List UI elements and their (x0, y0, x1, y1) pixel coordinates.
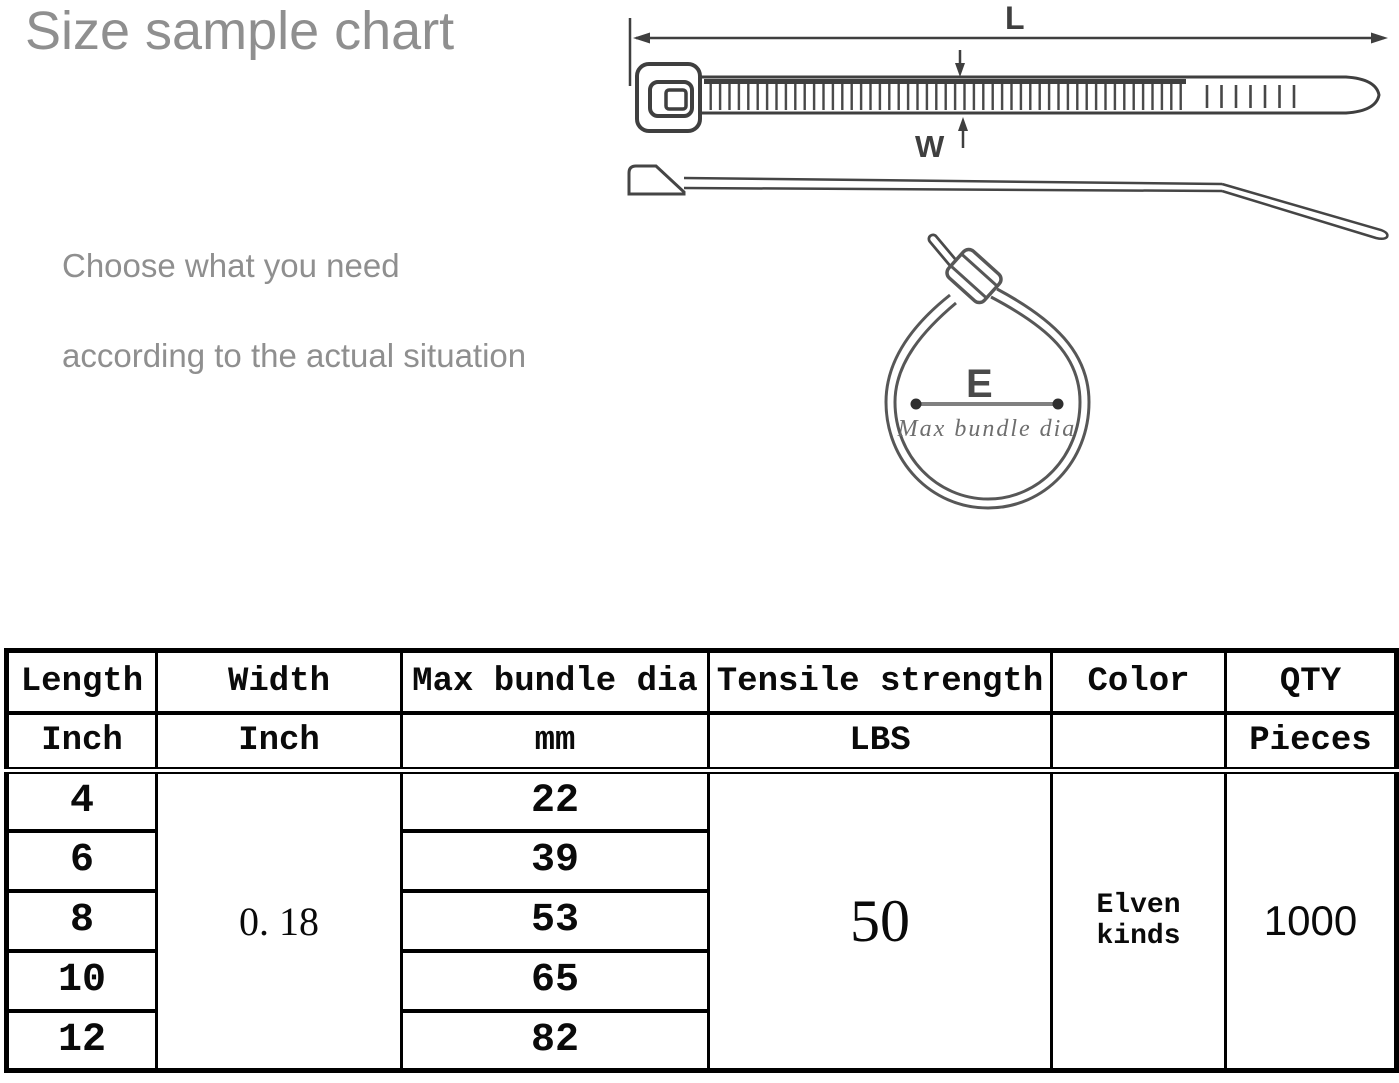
subtitle-line-2: according to the actual situation (62, 337, 527, 374)
dia-value: 82 (402, 1011, 709, 1071)
col-header-color: Color (1052, 651, 1226, 713)
col-header-tensile-strength: Tensile strength (709, 651, 1052, 713)
length-value: 6 (7, 831, 157, 891)
unit-qty: Pieces (1226, 713, 1397, 771)
col-header-max-bundle-dia: Max bundle dia (402, 651, 709, 713)
color-value: Elven kinds (1052, 771, 1226, 1071)
cable-tie-diagram (600, 0, 1399, 560)
length-value: 10 (7, 951, 157, 1011)
w-dimension-label: W (915, 129, 945, 164)
unit-width: Inch (157, 713, 402, 771)
dia-value: 65 (402, 951, 709, 1011)
length-value: 12 (7, 1011, 157, 1071)
e-dot-right (1053, 399, 1064, 410)
l-arrow-right (1371, 33, 1388, 44)
col-header-qty: QTY (1226, 651, 1397, 713)
cable-tie-top-view (630, 0, 1388, 164)
page-title: Size sample chart (25, 1, 455, 61)
header-row (7, 651, 1397, 713)
unit-tensile: LBS (709, 713, 1052, 771)
unit-length: Inch (7, 713, 157, 771)
size-spec-table (4, 648, 1399, 1073)
qty-value: 1000 (1226, 771, 1397, 1071)
dia-value: 39 (402, 831, 709, 891)
dia-value: 53 (402, 891, 709, 951)
units-row (7, 713, 1397, 771)
unit-color (1052, 713, 1226, 771)
col-header-width: Width (157, 651, 402, 713)
cable-tie-side-view (629, 166, 1387, 239)
width-value: 0. 18 (157, 771, 402, 1071)
cable-tie-loop-view (886, 239, 1089, 508)
l-dimension-label: L (1005, 0, 1025, 36)
e-dimension-label: E (966, 362, 993, 406)
e-dot-left (911, 399, 922, 410)
w-arrow-down (955, 63, 965, 77)
length-value: 8 (7, 891, 157, 951)
unit-dia: mm (402, 713, 709, 771)
subtitle-line-1: Choose what you need (62, 247, 400, 284)
dia-value: 22 (402, 771, 709, 831)
max-bundle-dia-caption: Max bundle dia (897, 416, 1077, 442)
w-arrow-up (958, 117, 968, 131)
l-arrow-left (633, 33, 650, 44)
table-row (7, 771, 1397, 831)
length-value: 4 (7, 771, 157, 831)
col-header-length: Length (7, 651, 157, 713)
tensile-value: 50 (709, 771, 1052, 1071)
